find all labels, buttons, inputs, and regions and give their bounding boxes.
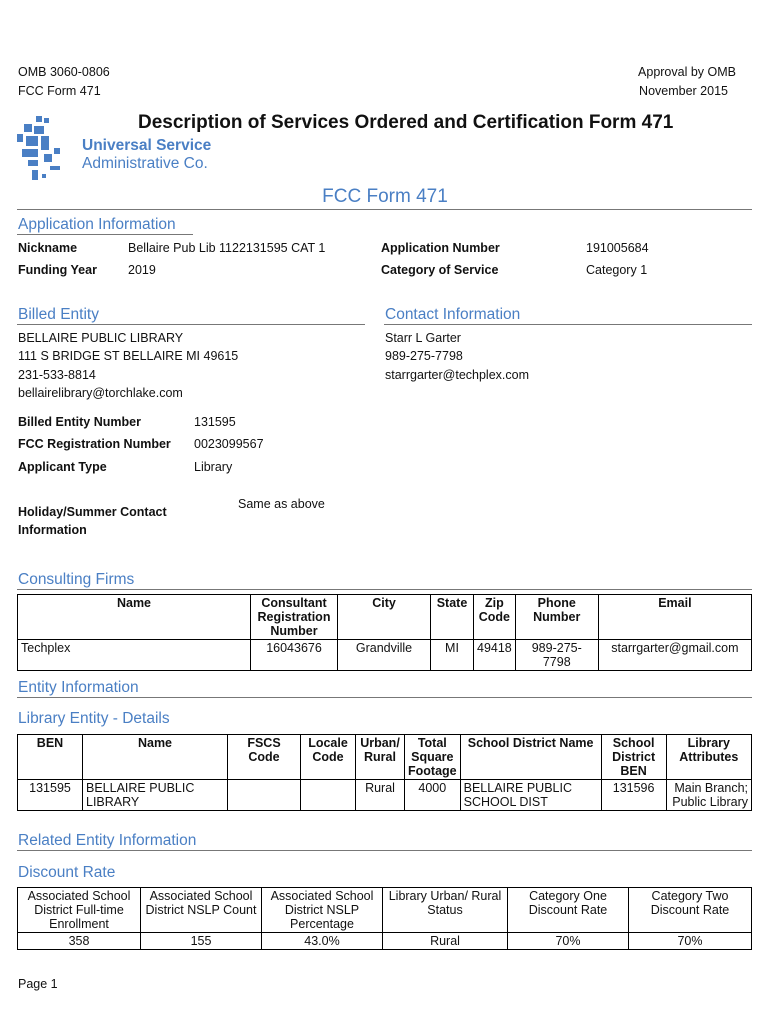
- billed-entity-email: bellairelibrary@torchlake.com: [18, 386, 183, 400]
- usac-logo-line2: Administrative Co.: [82, 155, 208, 172]
- category-value: Category 1: [586, 263, 648, 277]
- table-header-row: [18, 888, 752, 933]
- holiday-contact-label-2: Information: [18, 523, 87, 537]
- approval-text: Approval by OMB: [638, 65, 736, 79]
- billed-entity-address: 111 S BRIDGE ST BELLAIRE MI 49615: [18, 349, 239, 363]
- col-ben: BEN: [18, 735, 83, 780]
- col-school-district: School District Name: [460, 735, 601, 780]
- usac-logo-line1: Universal Service: [82, 137, 212, 154]
- col-city: City: [338, 595, 431, 640]
- cell-name: Techplex: [18, 640, 251, 671]
- contact-email: starrgarter@techplex.com: [385, 368, 529, 382]
- col-school-district-ben: School District BEN: [601, 735, 666, 780]
- cell-locale: [301, 780, 356, 811]
- application-number-label: Application Number: [381, 241, 500, 255]
- col-enrollment: Associated School District Full-time Enrollment: [18, 888, 141, 933]
- cell-registration: 16043676: [251, 640, 338, 671]
- cell-category-one: 70%: [508, 933, 629, 950]
- cell-nslp-percentage: 43.0%: [262, 933, 383, 950]
- col-nslp-percentage: Associated School District NSLP Percentage: [262, 888, 383, 933]
- cell-urban-rural: Rural: [356, 780, 405, 811]
- heading-underline: [17, 234, 193, 235]
- approval-date: November 2015: [639, 84, 728, 98]
- category-label: Category of Service: [381, 263, 499, 277]
- col-square-footage: Total Square Footage: [405, 735, 461, 780]
- cell-enrollment: 358: [18, 933, 141, 950]
- billed-entity-heading: Billed Entity: [18, 306, 99, 323]
- frn-label: FCC Registration Number: [18, 437, 171, 451]
- heading-underline: [17, 697, 752, 698]
- cell-category-two: 70%: [629, 933, 752, 950]
- library-entity-table: [17, 734, 752, 811]
- col-locale: Locale Code: [301, 735, 356, 780]
- cell-email: starrgarter@gmail.com: [598, 640, 751, 671]
- holiday-contact-value: Same as above: [238, 497, 325, 511]
- cell-city: Grandville: [338, 640, 431, 671]
- ben-value: 131595: [194, 415, 236, 429]
- page-title: Description of Services Ordered and Certification Form 471: [138, 112, 674, 133]
- holiday-contact-label: Holiday/Summer Contact: [18, 505, 167, 519]
- cell-phone: 989-275-7798: [515, 640, 598, 671]
- col-urban-rural: Urban/ Rural: [356, 735, 405, 780]
- cell-ben: 131595: [18, 780, 83, 811]
- nickname-value: Bellaire Pub Lib 1122131595 CAT 1: [128, 241, 326, 255]
- contact-name: Starr L Garter: [385, 331, 461, 345]
- table-header-row: [18, 595, 752, 640]
- library-details-heading: Library Entity - Details: [18, 710, 170, 727]
- col-category-two: Category Two Discount Rate: [629, 888, 752, 933]
- form-title: FCC Form 471: [322, 186, 448, 207]
- col-fscs: FSCS Code: [228, 735, 301, 780]
- applicant-type-label: Applicant Type: [18, 460, 107, 474]
- cell-library-attributes: Main Branch; Public Library: [666, 780, 751, 811]
- heading-underline: [17, 589, 752, 590]
- cell-name: BELLAIRE PUBLIC LIBRARY: [83, 780, 228, 811]
- col-name: Name: [18, 595, 251, 640]
- billed-entity-name: BELLAIRE PUBLIC LIBRARY: [18, 331, 184, 345]
- col-email: Email: [598, 595, 751, 640]
- col-registration: Consultant Registration Number: [251, 595, 338, 640]
- cell-school-district: BELLAIRE PUBLIC SCHOOL DIST: [460, 780, 601, 811]
- col-library-attributes: Library Attributes: [666, 735, 751, 780]
- heading-underline: [17, 850, 752, 851]
- col-nslp-count: Associated School District NSLP Count: [141, 888, 262, 933]
- cell-zip: 49418: [474, 640, 516, 671]
- consulting-firms-table: [17, 594, 752, 671]
- cell-nslp-count: 155: [141, 933, 262, 950]
- form-number: FCC Form 471: [18, 84, 101, 98]
- cell-school-district-ben: 131596: [601, 780, 666, 811]
- heading-underline: [384, 324, 752, 325]
- col-category-one: Category One Discount Rate: [508, 888, 629, 933]
- funding-year-value: 2019: [128, 263, 156, 277]
- table-row: [18, 933, 752, 950]
- discount-rate-heading: Discount Rate: [18, 864, 116, 881]
- funding-year-label: Funding Year: [18, 263, 97, 277]
- applicant-type-value: Library: [194, 460, 233, 474]
- table-row: [18, 640, 752, 671]
- consulting-firms-heading: Consulting Firms: [18, 571, 135, 588]
- col-phone: Phone Number: [515, 595, 598, 640]
- cell-square-footage: 4000: [405, 780, 461, 811]
- related-entity-heading: Related Entity Information: [18, 832, 197, 849]
- discount-rate-table: [17, 887, 752, 950]
- contact-info-heading: Contact Information: [385, 306, 521, 323]
- frn-value: 0023099567: [194, 437, 264, 451]
- col-state: State: [431, 595, 474, 640]
- heading-underline: [17, 324, 365, 325]
- nickname-label: Nickname: [18, 241, 78, 255]
- cell-state: MI: [431, 640, 474, 671]
- application-number-value: 191005684: [586, 241, 649, 255]
- application-info-heading: Application Information: [18, 216, 176, 233]
- entity-info-heading: Entity Information: [18, 679, 139, 696]
- col-zip: Zip Code: [474, 595, 516, 640]
- contact-phone: 989-275-7798: [385, 349, 463, 363]
- cell-urban-rural-status: Rural: [383, 933, 508, 950]
- cell-fscs: [228, 780, 301, 811]
- title-divider: [17, 209, 752, 210]
- ben-label: Billed Entity Number: [18, 415, 141, 429]
- col-urban-rural-status: Library Urban/ Rural Status: [383, 888, 508, 933]
- table-header-row: [18, 735, 752, 780]
- billed-entity-phone: 231-533-8814: [18, 368, 96, 382]
- table-row: [18, 780, 752, 811]
- col-name: Name: [83, 735, 228, 780]
- usac-logo-icon: [14, 112, 74, 184]
- omb-number: OMB 3060-0806: [18, 65, 110, 79]
- page-number: Page 1: [18, 977, 58, 991]
